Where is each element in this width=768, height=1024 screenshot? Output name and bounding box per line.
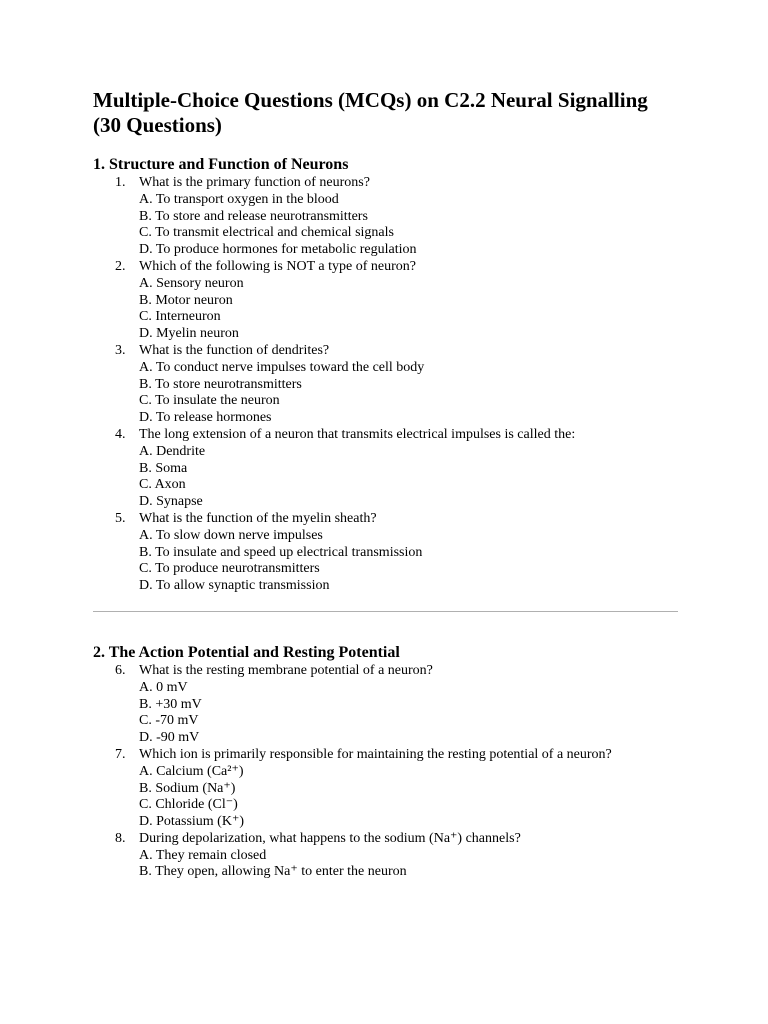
answer-option: A. Dendrite: [139, 443, 206, 459]
question-item: [93, 175, 678, 259]
question-text: What is the primary function of neurons?: [139, 175, 370, 190]
question-number: 5.: [115, 510, 126, 526]
answer-option: C. To produce neurotransmitters: [139, 561, 320, 577]
section-heading-neurons: 1. Structure and Function of Neurons: [93, 156, 349, 173]
answer-option: A. Sensory neuron: [139, 275, 244, 291]
question-item: [93, 259, 678, 343]
section-heading-action-potential: 2. The Action Potential and Resting Potential: [93, 643, 400, 661]
answer-option: D. Synapse: [139, 494, 203, 510]
answer-option: C. To insulate the neuron: [139, 393, 280, 409]
answer-option: B. Motor neuron: [139, 292, 233, 308]
answer-option: A. They remain closed: [139, 847, 267, 863]
question-item: [93, 663, 678, 747]
answer-option: C. To transmit electrical and chemical signals: [139, 225, 394, 241]
document-title: Multiple-Choice Questions (MCQs) on C2.2 Neural Signalling (30 Questions): [93, 88, 648, 137]
answer-option: A. To conduct nerve impulses toward the cell body: [139, 359, 425, 375]
question-text: Which of the following is NOT a type of neuron?: [139, 258, 416, 274]
answer-option: C. -70 mV: [139, 713, 199, 729]
answer-option: D. Myelin neuron: [139, 326, 239, 342]
question-number: 3.: [115, 342, 126, 358]
answer-option: D. To release hormones: [139, 410, 272, 426]
answer-option: A. 0 mV: [139, 679, 188, 695]
answer-option: B. Sodium (Na⁺): [139, 780, 236, 796]
question-number: 8.: [115, 830, 126, 846]
question-item: [93, 511, 678, 595]
question-item: [93, 831, 678, 881]
answer-option: D. -90 mV: [139, 730, 200, 746]
question-item: [93, 427, 678, 511]
question-number: 4.: [115, 426, 126, 442]
question-text: The long extension of a neuron that transmits electrical impulses is called the:: [139, 426, 576, 442]
question-number: 1.: [115, 175, 126, 190]
question-item: [93, 747, 678, 831]
section-divider: [93, 611, 678, 612]
answer-option: D. Potassium (K⁺): [139, 814, 244, 830]
answer-option: B. To insulate and speed up electrical transmission: [139, 544, 423, 560]
question-item: [93, 343, 678, 427]
question-list-action-potential: [93, 663, 678, 881]
answer-option: B. To store neurotransmitters: [139, 376, 302, 392]
answer-option: A. Calcium (Ca²⁺): [139, 763, 244, 779]
question-text: What is the function of dendrites?: [139, 342, 330, 358]
answer-option: D. To allow synaptic transmission: [139, 578, 330, 594]
answer-option: C. Axon: [139, 477, 186, 493]
answer-option: B. +30 mV: [139, 696, 202, 712]
answer-option: A. To slow down nerve impulses: [139, 527, 323, 543]
answer-option: B. Soma: [139, 460, 188, 476]
answer-option: C. Interneuron: [139, 309, 221, 325]
answer-option: B. They open, allowing Na⁺ to enter the neuron: [139, 864, 407, 880]
question-text: During depolarization, what happens to the sodium (Na⁺) channels?: [139, 830, 521, 846]
answer-option: C. Chloride (Cl⁻): [139, 797, 238, 813]
question-text: What is the resting membrane potential of a neuron?: [139, 662, 433, 678]
question-text: What is the function of the myelin sheath?: [139, 510, 377, 526]
document-page: [93, 88, 678, 881]
answer-option: D. To produce hormones for metabolic regulation: [139, 242, 417, 258]
question-number: 6.: [115, 662, 126, 678]
answer-option: B. To store and release neurotransmitters: [139, 208, 368, 224]
question-list-neurons: [93, 175, 678, 595]
question-text: Which ion is primarily responsible for maintaining the resting potential of a neuron?: [139, 746, 612, 762]
answer-option: A. To transport oxygen in the blood: [139, 191, 339, 207]
question-number: 2.: [115, 258, 126, 274]
question-number: 7.: [115, 746, 126, 762]
